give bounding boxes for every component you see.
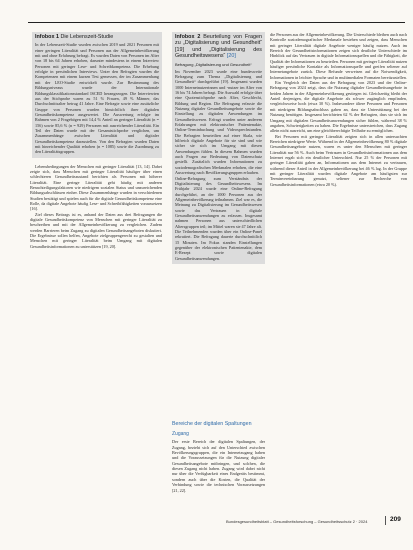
top-rule xyxy=(28,22,405,23)
journal-footer: Bundesgesundheitsblatt – Gesundheitsforschung – Gesundheitsschutz 2 · 2024 xyxy=(226,519,368,524)
left-paragraph-2: Ziel dieses Beitrags ist es, anhand der Daten aus drei Befragungen die digitale Gesundheitskompetenz von Menschen mit geringer Literalität zu beschreiben und mit der Allgemeinbevölkerung zu vergleichen. Zudem werden Barrieren beim Zugang zu digitalen Gesundheitsangeboten diskutiert. Die Ergebnisse sollen helfen, Angebote zielgruppengerecht zu gestalten und Menschen mit geringer Literalität beim Umgang mit digitalen Gesundheitsinformationen zu unterstützen [19, 20]. xyxy=(30,211,162,249)
infobox-1-number: Infobox 1 xyxy=(35,34,59,40)
section-heading: Bereiche der digitalen Spaltungen xyxy=(172,421,252,427)
left-paragraph-1: Lebensbedingungen der Menschen mit geringer Literalität [13, 14]. Dabei zeigte sich, dass Menschen mit geringer Literalität häufiger über einen schlechteren Gesundheitszustand berichten als Personen mit höherer Literalität. Eine geringe Literalität geht häufig mit anderen Benachteiligungsfaktoren wie niedrigem sozialen Status und unzureichenden Bildungsabschlüssen einher. Diese Zusammenhänge wurden in verschiedenen Studien bestätigt und spielen auch für die digitale Gesundheitskompetenz eine Rolle, da digitale Angebote häufig Lese- und Schreibfähigkeiten voraussetzen [16]. xyxy=(30,163,162,212)
page-number: 209 xyxy=(390,516,401,523)
section-body xyxy=(172,439,265,492)
left-column xyxy=(30,32,162,249)
section-paragraph: Der erste Bereich der digitalen Spaltungen, der Zugang, bezieht sich auf den Unterschied zwischen Bevölkerungsgruppen, die ein Internetzugang haben und die Voraussetzungen für die Nutzung digitaler Gesundheitsangebote mitbringen, und solchen, die diesen Zugang nicht haben. Zugang wird dabei nicht nur über die Verfügbarkeit eines Endgeräts bestimmt, sondern auch über die Kosten, die Qualität der Verbindung sowie die technischen Voraussetzungen [21, 22]. xyxy=(172,439,265,493)
infobox-2-subtitle: Befragung „Digitalisierung und Gesundheit“ xyxy=(175,61,252,67)
right-paragraph-2: Ein Vergleich der Daten aus der Befragung von 2023 und der Online-Befragung von 2024 zeigt, dass die Nutzung digitaler Gesundheitsangebote in beiden Jahren in der Allgemeinbevölkerung gestiegen ist. Gleichzeitig bleibt der Anteil derjenigen, die digitale Angebote als schwer zugänglich empfinden, vergleichsweise hoch (etwa 30 %). Insbesondere ältere Personen und Personen mit niedrigem Bildungsabschluss gaben an, dass sie Unterstützung bei der Nutzung benötigen. Insgesamt berichteten 62 % der Befragten, dass sie sich im Umgang mit digitalen Gesundheitsanwendungen sicher fühlen, während 38 % angaben, Schwierigkeiten zu haben. Die Ergebnisse unterstreichen, dass Zugang allein nicht ausreicht, um eine gleichberechtigte Teilhabe zu ermöglichen. xyxy=(270,80,407,134)
infobox-1-title-text: Die Lebenszeit-Studie xyxy=(60,34,114,40)
infobox-2-title-text: Beurteilung von Fragen zu „Digitalisierung und Gesundheit“ [19] und „Digitalisierung des Gesundheitswesens“ xyxy=(175,34,262,60)
infobox-2 xyxy=(172,32,265,264)
right-body-text xyxy=(270,32,407,187)
right-paragraph-1: die Personen aus der Allgemeinbevölkerung. Die Unterschiede bleiben auch nach Kontrolle soziodemografischer Merkmale bestehen und zeigen, dass Menschen mit geringer Literalität digitale Angebote weniger häufig nutzen. Auch im Bereich der Gesundheitsinformationen zeigen sich deutliche Unterschiede im Hinblick auf das Vertrauen in digitale Informationsquellen und die Fähigkeit, die Qualität der Informationen zu beurteilen. Personen mit geringer Literalität nutzen häufiger persönliche Kontakte als Informationsquelle und greifen seltener auf Internetangebote zurück. Diese Befunde verweisen auf die Notwendigkeit, Informationen in leichter Sprache und in multimedialen Formaten bereitzustellen. xyxy=(270,32,407,80)
infobox-2-citation[interactable]: [20] xyxy=(226,53,236,60)
right-paragraph-3: Bei Personen mit geringer Literalität zeigten sich in allen untersuchten Bereichen niedrigere Werte. Während in der Allgemeinbevölkerung 80 % digitale Gesundheitsangebote nutzen, waren es unter den Menschen mit geringer Literalität nur 56 %. Auch beim Vertrauen in Gesundheitsinformationen aus dem Internet ergab sich ein deutlicher Unterschied. Nur 25 % der Personen mit geringer Literalität gaben an, Informationen aus dem Internet zu vertrauen, während dieser Anteil in der Allgemeinbevölkerung bei 46 % lag. In der Gruppe mit geringer Literalität wurden digitale Angebote am häufigsten zur Terminvereinbarung genutzt, seltener zur Recherche von Gesundheitsinformationen (etwa 20 %). xyxy=(270,133,407,187)
section-digital-divide xyxy=(172,421,265,493)
section-subheading: Zugang xyxy=(172,431,189,438)
infobox-1-title xyxy=(35,34,159,40)
infobox-2-title xyxy=(175,34,262,60)
infobox-1-body: In der Lebenszeit-Studie wurden zwischen 2019 und 2021 Personen mit einer geringen Literalität und Personen aus der Allgemeinbevölkerung mit und ohne Erfahrung befragt. Es wurden Daten von Personen im Alter von 18 bis 64 Jahren erhoben, darunter mindestens in einem Interview Personen mit geringer Lese- und Schreibkompetenz. Die Erhebung erfolgte in persönlichen Interviews. Unter den Befragten wurden die Kompetenzen mit einem kurzen Test gemessen, der im Zusammenhang mit der LEO-Studie entwickelt wurde. Zur Bestimmung des Bildungsniveaus wurde der Internationale Bildungsklassifikationsstandard ISCED herangezogen. Die Interviewten aus der Stichprobe waren zu 51 % Frauen, 49 % Männer, das Durchschnittsalter betrug 41 Jahre. Eine Befragte sowie eine zusätzliche Gruppe von Personen wurden hinsichtlich ihrer digitalen Gesundheitskompetenz ausgewertet. Die Auswertung erfolgte im Rahmen von 2 Fragebögen mit 14,4 % Anteil an geringer Literalität (n = 156) sowie 85,6 % (n = 929) Personen mit ausreichender Literalität. Ein Teil der Daten wurde mit der Gesamtstichprobe verglichen, um Zusammenhänge zwischen Literalität und digitaler Gesundheitskompetenz darzustellen. Von den Befragten wurden Daten mit hinreichender Qualität erhoben (n = 1085) sowie die Zuordnung zu den Literalitätsgruppen. xyxy=(35,42,159,155)
footer-separator xyxy=(385,516,386,525)
left-body-text xyxy=(30,164,162,250)
infobox-1 xyxy=(32,32,162,158)
infobox-2-number: Infobox 2 xyxy=(175,34,201,40)
infobox-2-body: Im November 2023 wurde eine bundesweite Befragung zum Thema „Digitalisierung und Gesundheit“ durchgeführt [19]. Insgesamt wurden 1000 Internetnutzerinnen und -nutzer im Alter von 16 bis 74 Jahren befragt. Die Auswahl erfolgte über eine Quotenstichprobe nach Alter, Geschlecht, Bildung und Region. Die Befragung erfasste die Nutzung digitaler Gesundheitsangebote sowie die Einstellung zu digitalen Anwendungen im Gesundheitswesen. Erfragt wurden unter anderem Erfahrungen mit elektronischer Patientenakte, Online-Terminbuchung und Videosprechstunden. Die Befragten beurteilten auf einer Skala, wie hilfreich digitale Angebote für sie sind und wie sicher sie sich im Umgang mit diesen Anwendungen fühlen. In diesem Rahmen wurden auch Fragen zur Bedeutung von Datenschutz gestellt. Zusätzlich wurden Informationen zu soziodemografischen Merkmalen erhoben, die eine Auswertung nach Bevölkerungsgruppen erlauben. Online-Befragung zum Verständnis der Digitalisierung des Gesundheitswesens. Im Frühjahr 2024 wurde eine Online-Befragung durchgeführt, an der 1000 Personen aus der Allgemeinbevölkerung teilnahmen. Ziel war es, die Meinung zu Digitalisierung im Gesundheitswesen sowie das Vertrauen in digitale Gesundheitsanwendungen zu erfassen. Insgesamt nahmen Personen aus unterschiedlichen Altersgruppen teil; im Mittel waren sie 47 Jahre alt. Die Teilnehmenden wurden über ein Online-Panel rekrutiert. Die Befragung dauerte durchschnittlich 15 Minuten. Im Fokus standen Einstellungen gegenüber der elektronischen Patientenakte, dem E-Rezept sowie digitalen Gesundheitsanwendungen. xyxy=(175,68,262,261)
